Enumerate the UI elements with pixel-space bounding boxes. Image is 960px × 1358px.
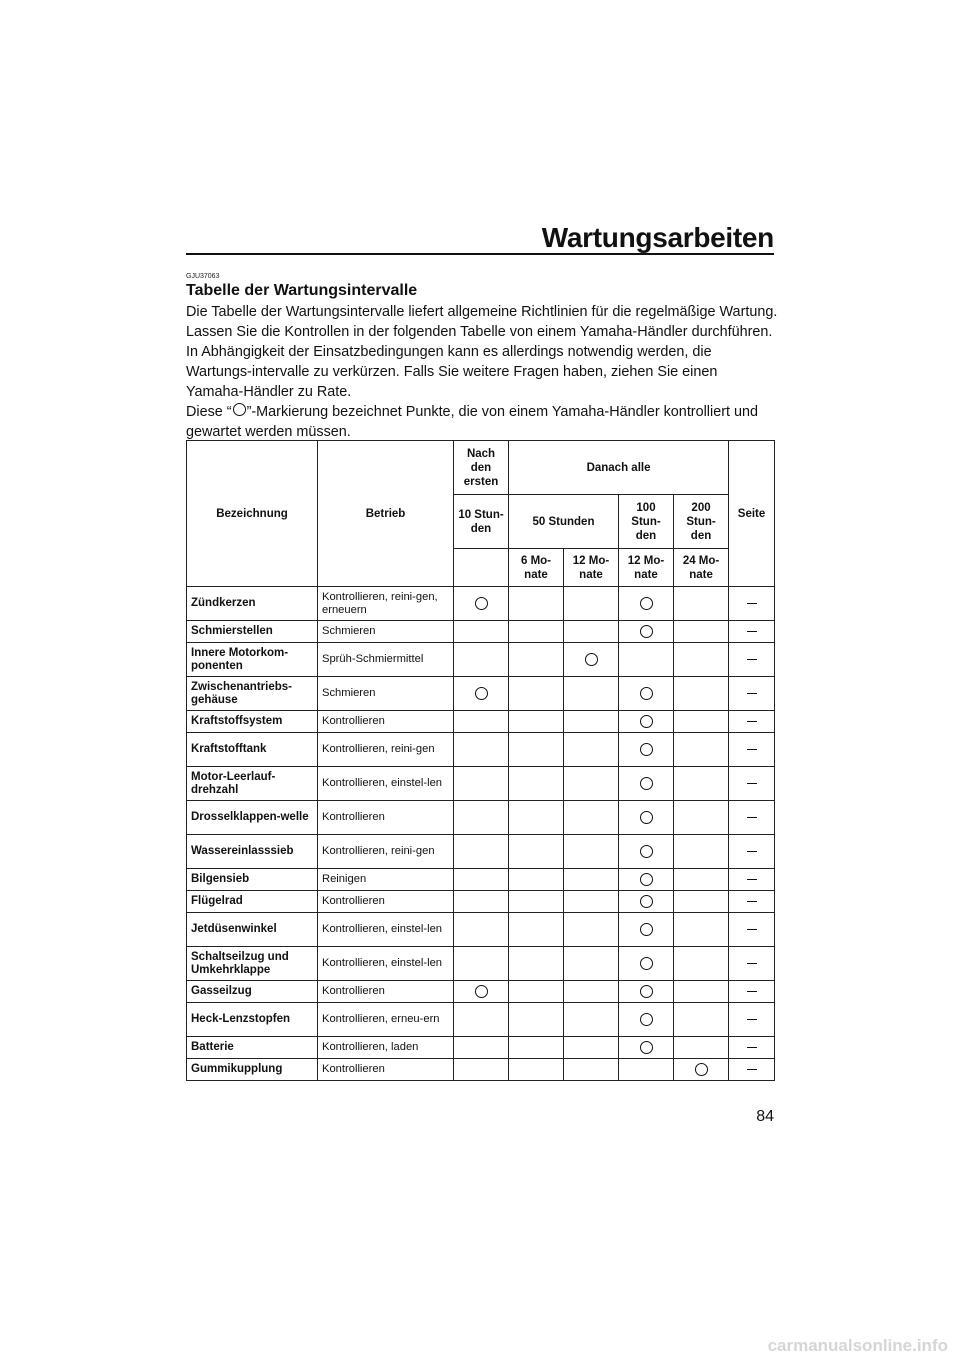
intro-paragraph-2 xyxy=(186,402,778,442)
dash-icon xyxy=(747,963,757,964)
dash-icon xyxy=(747,631,757,632)
header-bezeichnung: Bezeichnung xyxy=(187,441,318,587)
interval-cell xyxy=(674,587,729,621)
watermark: carmanualsonline.info xyxy=(767,1336,948,1355)
interval-cell xyxy=(454,1003,509,1037)
interval-cell xyxy=(619,869,674,891)
header-100-stunden: 100 Stun-den xyxy=(619,495,674,549)
row-operation: Sprüh-Schmiermittel xyxy=(318,643,454,677)
dash-icon xyxy=(747,749,757,750)
interval-cell xyxy=(509,913,564,947)
interval-cell xyxy=(674,677,729,711)
circle-mark-icon xyxy=(475,985,488,998)
table-row xyxy=(187,835,775,869)
row-operation: Kontrollieren xyxy=(318,981,454,1003)
header-betrieb: Betrieb xyxy=(318,441,454,587)
interval-cell xyxy=(619,835,674,869)
interval-cell xyxy=(454,801,509,835)
interval-cell xyxy=(619,621,674,643)
table-row xyxy=(187,643,775,677)
circle-mark-icon xyxy=(640,1041,653,1054)
dash-icon xyxy=(747,1047,757,1048)
header-10-stunden: 10 Stun-den xyxy=(454,495,509,549)
row-name: Kraftstofftank xyxy=(187,733,318,767)
interval-cell xyxy=(509,801,564,835)
row-name: Batterie xyxy=(187,1037,318,1059)
interval-cell xyxy=(619,891,674,913)
table-row xyxy=(187,801,775,835)
header-nach-den-ersten: Nach den ersten xyxy=(454,441,509,495)
dash-icon xyxy=(747,603,757,604)
circle-mark-icon xyxy=(640,895,653,908)
row-name: Innere Motorkom-ponenten xyxy=(187,643,318,677)
interval-cell xyxy=(564,835,619,869)
row-name: Bilgensieb xyxy=(187,869,318,891)
interval-cell xyxy=(509,835,564,869)
header-12-monate: 12 Mo-nate xyxy=(564,549,619,587)
interval-cell xyxy=(509,947,564,981)
interval-cell xyxy=(619,947,674,981)
circle-mark-icon xyxy=(233,403,246,416)
row-operation: Kontrollieren xyxy=(318,711,454,733)
row-name: Gummikupplung xyxy=(187,1059,318,1081)
circle-mark-icon xyxy=(640,985,653,998)
table-row xyxy=(187,711,775,733)
circle-mark-icon xyxy=(640,1013,653,1026)
table-row xyxy=(187,891,775,913)
interval-cell xyxy=(619,711,674,733)
interval-cell xyxy=(619,643,674,677)
interval-cell xyxy=(509,677,564,711)
interval-cell xyxy=(509,891,564,913)
interval-cell xyxy=(674,1037,729,1059)
table-row xyxy=(187,981,775,1003)
row-name: Gasseilzug xyxy=(187,981,318,1003)
interval-cell xyxy=(509,621,564,643)
row-name: Wassereinlasssieb xyxy=(187,835,318,869)
circle-mark-icon xyxy=(475,597,488,610)
section-code: GJU37063 xyxy=(186,273,220,280)
seite-cell xyxy=(729,891,775,913)
interval-cell xyxy=(509,1003,564,1037)
header-12-monate-b: 12 Mo-nate xyxy=(619,549,674,587)
interval-cell xyxy=(674,733,729,767)
seite-cell xyxy=(729,767,775,801)
header-seite: Seite xyxy=(729,441,775,587)
row-operation: Kontrollieren xyxy=(318,801,454,835)
table-row xyxy=(187,869,775,891)
dash-icon xyxy=(747,851,757,852)
circle-mark-icon xyxy=(640,957,653,970)
row-operation: Kontrollieren, einstel-len xyxy=(318,913,454,947)
interval-cell xyxy=(564,801,619,835)
intro-paragraph-2-post: ”-Markierung bezeichnet Punkte, die von einem Yamaha-Händler kontrolliert und gewartet werden müssen. xyxy=(186,404,759,440)
circle-mark-icon xyxy=(585,653,598,666)
circle-mark-icon xyxy=(640,625,653,638)
interval-cell xyxy=(564,869,619,891)
interval-cell xyxy=(619,913,674,947)
interval-cell xyxy=(564,1059,619,1081)
dash-icon xyxy=(747,721,757,722)
table-row xyxy=(187,621,775,643)
dash-icon xyxy=(747,1069,757,1070)
circle-mark-icon xyxy=(640,597,653,610)
row-name: Flügelrad xyxy=(187,891,318,913)
interval-cell xyxy=(619,981,674,1003)
circle-mark-icon xyxy=(640,845,653,858)
row-operation: Kontrollieren, erneu-ern xyxy=(318,1003,454,1037)
interval-cell xyxy=(564,621,619,643)
interval-cell xyxy=(454,677,509,711)
interval-cell xyxy=(454,587,509,621)
interval-cell xyxy=(454,891,509,913)
interval-cell xyxy=(619,733,674,767)
interval-cell xyxy=(619,801,674,835)
table-row xyxy=(187,767,775,801)
interval-cell xyxy=(454,1059,509,1081)
dash-icon xyxy=(747,901,757,902)
interval-cell xyxy=(454,711,509,733)
interval-cell xyxy=(564,981,619,1003)
interval-cell xyxy=(454,643,509,677)
intro-paragraph-2-pre: Diese “ xyxy=(186,404,232,420)
seite-cell xyxy=(729,913,775,947)
row-name: Heck-Lenzstopfen xyxy=(187,1003,318,1037)
interval-cell xyxy=(564,947,619,981)
dash-icon xyxy=(747,991,757,992)
page-header-title: Wartungsarbeiten xyxy=(541,222,774,253)
seite-cell xyxy=(729,1003,775,1037)
dash-icon xyxy=(747,817,757,818)
interval-cell xyxy=(619,767,674,801)
interval-cell xyxy=(674,1059,729,1081)
row-name: Motor-Leerlauf-drehzahl xyxy=(187,767,318,801)
interval-cell xyxy=(619,1003,674,1037)
row-operation: Kontrollieren xyxy=(318,1059,454,1081)
circle-mark-icon xyxy=(640,777,653,790)
interval-cell xyxy=(454,981,509,1003)
circle-mark-icon xyxy=(640,743,653,756)
interval-cell xyxy=(564,1037,619,1059)
row-operation: Kontrollieren xyxy=(318,891,454,913)
interval-cell xyxy=(509,981,564,1003)
table-row xyxy=(187,913,775,947)
interval-cell xyxy=(619,677,674,711)
seite-cell xyxy=(729,869,775,891)
interval-cell xyxy=(619,1037,674,1059)
interval-cell xyxy=(674,835,729,869)
seite-cell xyxy=(729,677,775,711)
interval-cell xyxy=(674,643,729,677)
row-operation: Kontrollieren, einstel-len xyxy=(318,947,454,981)
dash-icon xyxy=(747,929,757,930)
interval-cell xyxy=(564,643,619,677)
row-operation: Kontrollieren, einstel-len xyxy=(318,767,454,801)
interval-cell xyxy=(564,733,619,767)
interval-cell xyxy=(454,835,509,869)
row-operation: Schmieren xyxy=(318,621,454,643)
dash-icon xyxy=(747,783,757,784)
interval-cell xyxy=(509,767,564,801)
interval-cell xyxy=(564,891,619,913)
seite-cell xyxy=(729,621,775,643)
interval-cell xyxy=(674,621,729,643)
interval-cell xyxy=(509,711,564,733)
dash-icon xyxy=(747,1019,757,1020)
table-row xyxy=(187,1059,775,1081)
dash-icon xyxy=(747,879,757,880)
circle-mark-icon xyxy=(640,715,653,728)
header-danach-alle: Danach alle xyxy=(509,441,729,495)
interval-cell xyxy=(674,913,729,947)
interval-cell xyxy=(674,891,729,913)
interval-cell xyxy=(564,677,619,711)
table-row xyxy=(187,947,775,981)
maintenance-table xyxy=(186,440,775,1081)
seite-cell xyxy=(729,711,775,733)
seite-cell xyxy=(729,981,775,1003)
row-name: Jetdüsenwinkel xyxy=(187,913,318,947)
interval-cell xyxy=(454,869,509,891)
interval-cell xyxy=(454,947,509,981)
interval-cell xyxy=(674,869,729,891)
interval-cell xyxy=(564,1003,619,1037)
table-row xyxy=(187,1003,775,1037)
row-name: Drosselklappen-welle xyxy=(187,801,318,835)
dash-icon xyxy=(747,693,757,694)
header-empty xyxy=(454,549,509,587)
row-operation: Kontrollieren, reini-gen xyxy=(318,835,454,869)
row-name: Zwischenantriebs-gehäuse xyxy=(187,677,318,711)
table-body xyxy=(187,587,775,1081)
seite-cell xyxy=(729,1059,775,1081)
interval-cell xyxy=(564,913,619,947)
table-row xyxy=(187,587,775,621)
seite-cell xyxy=(729,587,775,621)
interval-cell xyxy=(564,587,619,621)
interval-cell xyxy=(619,1059,674,1081)
interval-cell xyxy=(509,1037,564,1059)
row-operation: Schmieren xyxy=(318,677,454,711)
interval-cell xyxy=(509,587,564,621)
page-number: 84 xyxy=(756,1108,774,1125)
table-row xyxy=(187,1037,775,1059)
interval-cell xyxy=(674,801,729,835)
section-title: Tabelle der Wartungsintervalle xyxy=(186,282,418,299)
dash-icon xyxy=(747,659,757,660)
row-operation: Reinigen xyxy=(318,869,454,891)
interval-cell xyxy=(674,981,729,1003)
circle-mark-icon xyxy=(695,1063,708,1076)
interval-cell xyxy=(454,767,509,801)
interval-cell xyxy=(509,869,564,891)
seite-cell xyxy=(729,835,775,869)
circle-mark-icon xyxy=(640,923,653,936)
interval-cell xyxy=(509,643,564,677)
interval-cell xyxy=(454,913,509,947)
interval-cell xyxy=(619,587,674,621)
interval-cell xyxy=(509,733,564,767)
header-rule xyxy=(186,253,774,255)
header-200-stunden: 200 Stun-den xyxy=(674,495,729,549)
circle-mark-icon xyxy=(640,811,653,824)
interval-cell xyxy=(564,767,619,801)
circle-mark-icon xyxy=(640,873,653,886)
table-row xyxy=(187,677,775,711)
interval-cell xyxy=(454,1037,509,1059)
seite-cell xyxy=(729,733,775,767)
interval-cell xyxy=(674,711,729,733)
row-name: Schaltseilzug und Umkehrklappe xyxy=(187,947,318,981)
interval-cell xyxy=(509,1059,564,1081)
row-operation: Kontrollieren, reini-gen, erneuern xyxy=(318,587,454,621)
header-50-stunden: 50 Stunden xyxy=(509,495,619,549)
intro-paragraph-1: Die Tabelle der Wartungsintervalle liefert allgemeine Richtlinien für die regelmäßige Wartung. Lassen Sie die Kontrollen in der folgenden Tabelle von einem Yamaha-Händler durchführen. In Abhängigkeit der Einsatzbedingungen kann es allerdings notwendig werden, die Wartungs-intervalle zu verkürzen. Falls Sie weitere Fragen haben, ziehen Sie einen Yamaha-Händler zu Rate. xyxy=(186,304,778,400)
seite-cell xyxy=(729,643,775,677)
row-operation: Kontrollieren, reini-gen xyxy=(318,733,454,767)
circle-mark-icon xyxy=(640,687,653,700)
intro-text xyxy=(186,302,778,442)
table-row xyxy=(187,733,775,767)
circle-mark-icon xyxy=(475,687,488,700)
interval-cell xyxy=(674,1003,729,1037)
row-name: Kraftstoffsystem xyxy=(187,711,318,733)
interval-cell xyxy=(454,733,509,767)
interval-cell xyxy=(564,711,619,733)
interval-cell xyxy=(674,767,729,801)
interval-cell xyxy=(674,947,729,981)
seite-cell xyxy=(729,1037,775,1059)
row-name: Zündkerzen xyxy=(187,587,318,621)
seite-cell xyxy=(729,801,775,835)
row-name: Schmierstellen xyxy=(187,621,318,643)
seite-cell xyxy=(729,947,775,981)
header-24-monate: 24 Mo-nate xyxy=(674,549,729,587)
header-6-monate: 6 Mo-nate xyxy=(509,549,564,587)
row-operation: Kontrollieren, laden xyxy=(318,1037,454,1059)
interval-cell xyxy=(454,621,509,643)
